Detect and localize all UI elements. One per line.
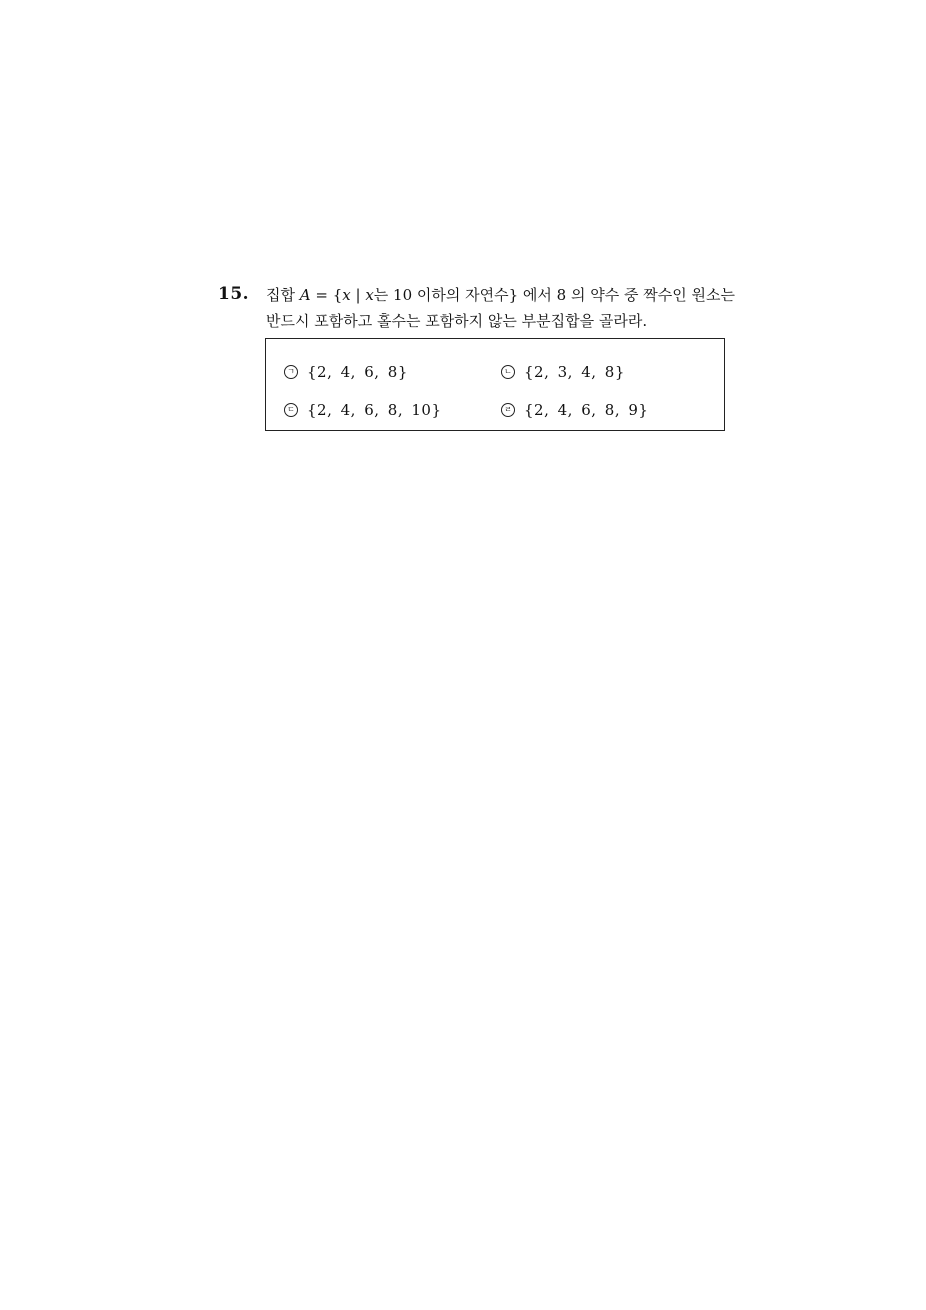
choice-marker-2: ㄴ	[501, 365, 515, 379]
stem-line-1	[266, 282, 736, 308]
stem-prefix: 집합	[266, 286, 300, 304]
choice-3[interactable]	[284, 401, 442, 419]
choice-2[interactable]	[501, 363, 625, 381]
choice-marker-3: ㄷ	[284, 403, 298, 417]
choice-text-4: {2, 4, 6, 8, 9}	[524, 401, 649, 419]
question-number: 15.	[218, 284, 250, 304]
set-open: = {	[310, 286, 343, 304]
choice-1[interactable]	[284, 363, 408, 381]
choice-marker-1: ㄱ	[284, 365, 298, 379]
set-name: A	[299, 286, 311, 304]
choice-text-3: {2, 4, 6, 8, 10}	[307, 401, 442, 419]
stem-line-1-rest: 는 10 이하의 자연수} 에서 8 의 약수 중 짝수인 원소는	[373, 286, 735, 304]
choices-box	[265, 338, 725, 431]
choice-marker-4: ㄹ	[501, 403, 515, 417]
set-variable-2: x	[365, 286, 374, 304]
stem-line-2: 반드시 포함하고 홀수는 포함하지 않는 부분집합을 골라라.	[266, 312, 648, 330]
question-stem	[266, 282, 736, 334]
set-bar: |	[350, 286, 366, 304]
choice-4[interactable]	[501, 401, 648, 419]
choice-text-2: {2, 3, 4, 8}	[524, 363, 625, 381]
choice-text-1: {2, 4, 6, 8}	[307, 363, 408, 381]
set-variable: x	[342, 286, 351, 304]
